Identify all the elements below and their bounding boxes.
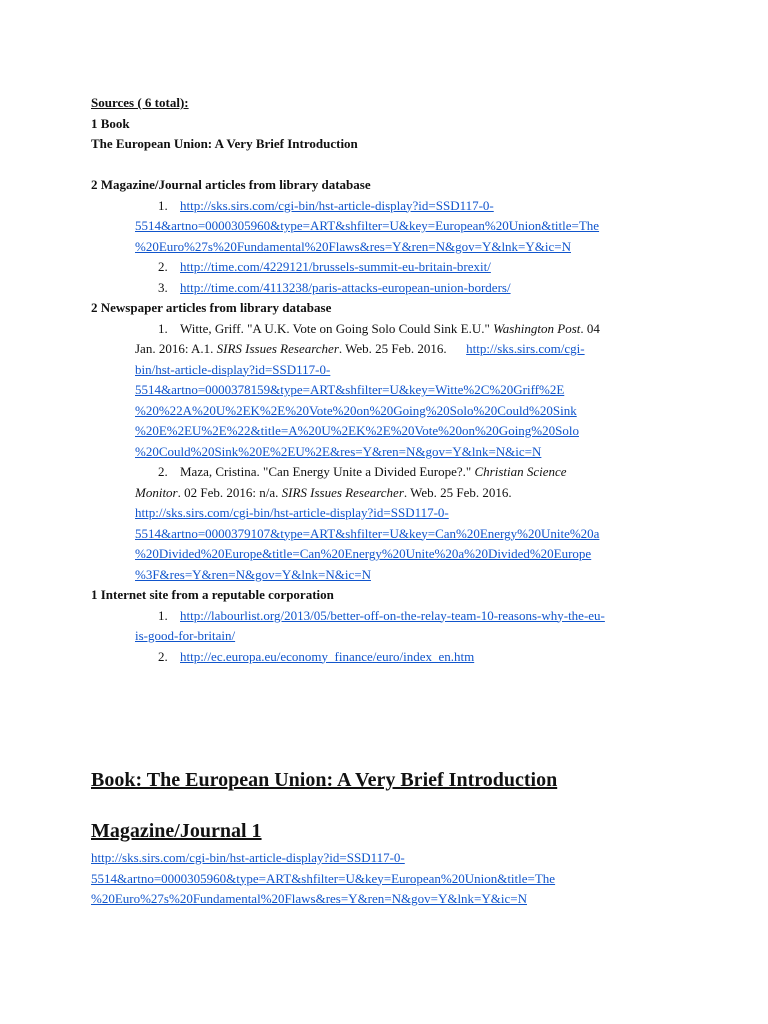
- internet-link-1-cont[interactable]: is-good-for-britain/: [135, 628, 236, 643]
- citation-publication: Washington Post: [493, 320, 581, 336]
- citation-database: SIRS Issues Researcher: [216, 341, 339, 356]
- list-number: 2.: [158, 648, 168, 664]
- magazine-item-2: [91, 257, 681, 278]
- internet-link-2[interactable]: http://ec.europa.eu/economy_finance/euro/index_en.htm: [180, 648, 475, 664]
- newspaper-link-2-cont[interactable]: 5514&artno=0000379107&type=ART&shfilter=U&key=Can%20Energy%20Unite%20a: [135, 525, 600, 541]
- citation-author-title: Maza, Cristina. "Can Energy Unite a Divided Europe?.": [180, 464, 472, 479]
- magazine1-section: [91, 818, 681, 910]
- list-number: 1.: [158, 320, 168, 336]
- magazine1-link-cont[interactable]: %20Euro%27s%20Fundamental%20Flaws&res=Y&ren=N&gov=Y&lnk=Y&ic=N: [91, 891, 527, 906]
- newspaper-link-1-cont[interactable]: %20E%2EU%2E%22&title=A%20U%2EK%2E%20Vote%20on%20Going%20Solo: [135, 423, 579, 438]
- magazine-heading: 2 Magazine/Journal articles from library database: [91, 177, 371, 192]
- newspaper-link-1-cont[interactable]: 5514&artno=0000378159&type=ART&shfilter=U&key=Witte%2C%20Griff%2E: [135, 382, 565, 397]
- newspaper-item-2: 2. Maza, Cristina. "Can Energy Unite a Divided Europe?." Christian Science Monitor. 02 Feb. 2016: n/a. SIRS Issues Researcher. Web. 25 Feb. 2016. http://sks.sirs.com/cgi-bin/hst-article-display?id=SSD117-0- 5514&artno=0000379107&type=ART&shfilter=U&key=Can%20Energy%20Unite%20a %20Divided%20Europe&title=Can%20Energy%20Unite%20a%20Divided%20Europe %3F&res=Y&ren=N&gov=Y&lnk=N&ic=N: [135, 464, 600, 582]
- book-count: 1 Book: [91, 115, 130, 131]
- internet-item-2: [91, 647, 681, 668]
- magazine-link-1-cont[interactable]: 5514&artno=0000305960&type=ART&shfilter=U&key=European%20Union&title=The: [135, 218, 600, 233]
- newspaper-heading: 2 Newspaper articles from library database: [91, 300, 332, 315]
- newspaper-item-1: 1. Witte, Griff. "A U.K. Vote on Going Solo Could Sink E.U." Washington Post. 04 Jan. 2016: A.1. SIRS Issues Researcher. Web. 25 Feb. 2016. http://sks.sirs.com/cgi- bin/hst-article-display?id=SSD117-0- 5514&artno=0000378159&type=ART&shfilter=U&key=Witte%2C%20Griff%2E %20%22A%20U%2EK%2E%20Vote%20on%20Going%20Solo%20Could%20Sink %20E%2EU%2E%22&title=A%20U%2EK%2E%20Vote%20on%20Going%20Solo %20Could%20Sink%20E%2EU%2E&res=Y&ren=N&gov=Y&lnk=N&ic=N: [135, 320, 600, 459]
- sources-heading: Sources ( 6 total):: [91, 95, 189, 110]
- list-number: 2.: [158, 259, 168, 274]
- list-number: 2.: [158, 464, 168, 479]
- citation-author-title: Witte, Griff. "A U.K. Vote on Going Solo Could Sink E.U.": [180, 320, 490, 336]
- citation-publication: Christian Science: [474, 464, 567, 479]
- magazine1-heading: Magazine/Journal 1: [91, 820, 262, 842]
- list-number: 1.: [158, 197, 168, 213]
- internet-item-1: [91, 606, 681, 647]
- newspaper-link-2[interactable]: http://sks.sirs.com/cgi-bin/hst-article-display?id=SSD117-0-: [135, 505, 449, 520]
- newspaper-link-1[interactable]: http://sks.sirs.com/cgi-: [466, 341, 585, 356]
- magazine-link-3[interactable]: http://time.com/4113238/paris-attacks-european-union-borders/: [180, 279, 511, 295]
- list-number: 1.: [158, 607, 168, 623]
- magazine-item-1: [91, 196, 681, 258]
- book-section: [91, 767, 681, 793]
- magazine-item-3: [91, 278, 681, 299]
- list-number: 3.: [158, 279, 168, 295]
- newspaper-link-1-cont[interactable]: %20Could%20Sink%20E%2EU%2E&res=Y&ren=N&gov=Y&lnk=N&ic=N: [135, 443, 542, 459]
- magazine1-link-cont[interactable]: 5514&artno=0000305960&type=ART&shfilter=U&key=European%20Union&title=The: [91, 870, 556, 886]
- citation-publication-cont: Monitor: [135, 484, 178, 500]
- book-section-heading: Book: The European Union: A Very Brief Introduction: [91, 769, 558, 791]
- sources-list: [91, 93, 681, 667]
- magazine-link-2[interactable]: http://time.com/4229121/brussels-summit-eu-britain-brexit/: [180, 259, 491, 274]
- newspaper-link-1-cont[interactable]: bin/hst-article-display?id=SSD117-0-: [135, 361, 331, 377]
- magazine1-link[interactable]: http://sks.sirs.com/cgi-bin/hst-article-display?id=SSD117-0-: [91, 850, 405, 865]
- magazine-link-1-cont[interactable]: %20Euro%27s%20Fundamental%20Flaws&res=Y&ren=N&gov=Y&lnk=Y&ic=N: [135, 238, 571, 254]
- internet-heading: 1 Internet site from a reputable corporation: [91, 587, 334, 602]
- magazine-link-1[interactable]: http://sks.sirs.com/cgi-bin/hst-article-display?id=SSD117-0-: [180, 197, 494, 213]
- newspaper-link-2-cont[interactable]: %20Divided%20Europe&title=Can%20Energy%20Unite%20a%20Divided%20Europe: [135, 546, 592, 561]
- internet-link-1[interactable]: http://labourlist.org/2013/05/better-off-on-the-relay-team-10-reasons-why-the-eu-: [180, 607, 605, 623]
- book-title: The European Union: A Very Brief Introduction: [91, 136, 358, 151]
- newspaper-link-1-cont[interactable]: %20%22A%20U%2EK%2E%20Vote%20on%20Going%20Solo%20Could%20Sink: [135, 402, 577, 418]
- newspaper-link-2-cont[interactable]: %3F&res=Y&ren=N&gov=Y&lnk=N&ic=N: [135, 566, 371, 582]
- citation-database: SIRS Issues Researcher: [281, 484, 404, 500]
